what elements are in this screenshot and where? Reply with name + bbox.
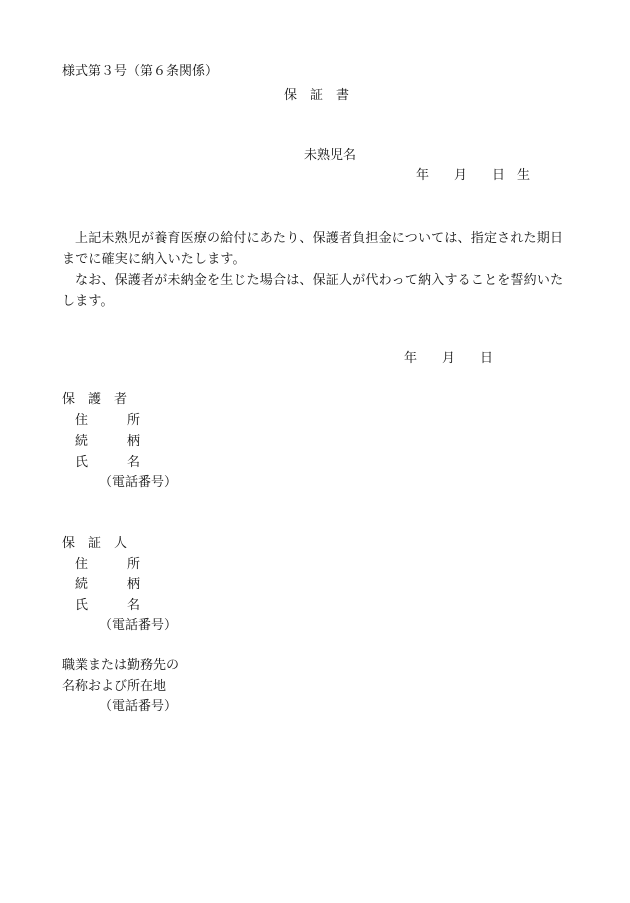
guardian-name-label: 氏 名	[75, 455, 141, 470]
guardian-relationship-label: 続 柄	[75, 434, 141, 449]
pledge-paragraph-1: 上記未熟児が養育医療の給付にあたり、保護者負担金については、指定された期日までに確実に納入いたします。	[62, 231, 564, 267]
guarantor-relationship-label: 続 柄	[75, 577, 141, 592]
employer-line-1: 職業または勤務先の	[62, 658, 180, 673]
guarantor-address-label: 住 所	[75, 557, 141, 572]
guardian-heading: 保 護 者	[62, 392, 128, 407]
signed-month-label: 月	[442, 351, 456, 366]
signed-year-label: 年	[404, 351, 418, 366]
guardian-phone-label: （電話番号）	[99, 475, 178, 490]
guarantor-heading: 保 証 人	[62, 536, 128, 551]
signed-day-label: 日	[480, 351, 494, 366]
birth-month-label: 月	[454, 168, 468, 183]
guardian-address-label: 住 所	[75, 413, 141, 428]
employer-phone-label: （電話番号）	[99, 699, 178, 714]
form-number: 様式第３号（第６条関係）	[62, 64, 219, 79]
document-title: 保 証 書	[284, 88, 350, 103]
infant-name-label: 未熟児名	[304, 148, 357, 163]
guarantor-phone-label: （電話番号）	[99, 618, 178, 633]
birth-suffix-label: 生	[517, 168, 531, 183]
employer-line-2: 名称および所在地	[62, 679, 167, 694]
guarantor-name-label: 氏 名	[75, 598, 141, 613]
birth-day-label: 日	[492, 168, 506, 183]
pledge-paragraph-2: なお、保護者が未納金を生じた場合は、保証人が代わって納入することを誓約いたします。	[62, 273, 564, 309]
birth-year-label: 年	[416, 168, 430, 183]
